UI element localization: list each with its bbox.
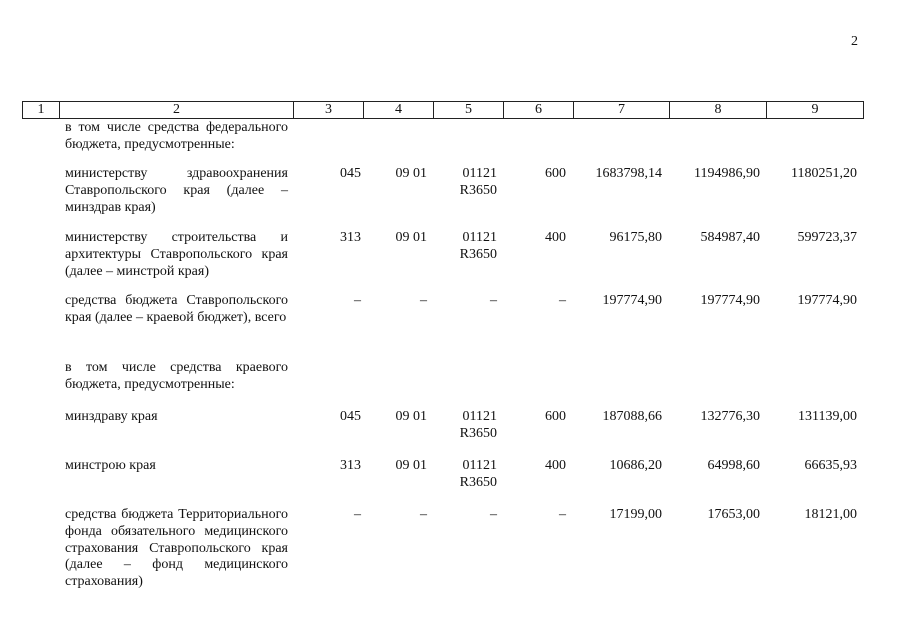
column-header: 7 xyxy=(574,102,670,119)
program-cell xyxy=(433,166,497,200)
column-header: 5 xyxy=(434,102,504,119)
amount-cell: 197774,90 xyxy=(602,293,662,308)
column-header: 6 xyxy=(504,102,574,119)
amount-cell: 18121,00 xyxy=(804,507,857,522)
row-description: в том числе средства федерального бюджета, предусмотренные: xyxy=(65,120,288,152)
program-code-part: R3650 xyxy=(459,182,497,198)
code-cell: 045 xyxy=(340,166,361,181)
type-cell: 400 xyxy=(545,230,566,245)
column-header: 4 xyxy=(364,102,434,119)
program-cell xyxy=(433,507,497,524)
section-cell: – xyxy=(420,507,427,522)
column-header: 9 xyxy=(767,102,864,119)
row-description: минздраву края xyxy=(65,409,158,424)
amount-cell: 96175,80 xyxy=(609,230,662,245)
amount-cell: 1194986,90 xyxy=(694,166,760,181)
column-header-table xyxy=(22,101,864,119)
program-cell xyxy=(433,230,497,264)
program-code-part: 01121 xyxy=(462,166,497,181)
code-cell: 313 xyxy=(340,458,361,473)
code-cell: – xyxy=(354,293,361,308)
amount-cell: 197774,90 xyxy=(797,293,857,308)
amount-cell: 584987,40 xyxy=(700,230,760,245)
type-cell: 600 xyxy=(545,166,566,181)
section-cell: 09 01 xyxy=(395,409,427,424)
type-cell: – xyxy=(559,293,566,308)
program-code-part: 01121 xyxy=(462,409,497,424)
amount-cell: 66635,93 xyxy=(804,458,857,473)
program-code-part: – xyxy=(490,507,497,522)
amount-cell: 1683798,14 xyxy=(595,166,662,181)
column-header-row xyxy=(23,102,864,119)
program-code-part: 01121 xyxy=(462,230,497,245)
program-code-part: R3650 xyxy=(459,425,497,441)
type-cell: – xyxy=(559,507,566,522)
amount-cell: 187088,66 xyxy=(602,409,662,424)
row-description: средства бюджета Ставропольского края (далее – краевой бюджет), всего xyxy=(65,293,288,325)
row-description: минстрою края xyxy=(65,458,156,473)
code-cell: – xyxy=(354,507,361,522)
column-header: 2 xyxy=(60,102,294,119)
amount-cell: 131139,00 xyxy=(798,409,857,424)
program-code-part: – xyxy=(490,293,497,308)
program-cell xyxy=(433,458,497,492)
section-cell: – xyxy=(420,293,427,308)
column-header: 8 xyxy=(670,102,767,119)
amount-cell: 197774,90 xyxy=(700,293,760,308)
program-code-part: R3650 xyxy=(459,246,497,262)
code-cell: 313 xyxy=(340,230,361,245)
type-cell: 400 xyxy=(545,458,566,473)
program-cell xyxy=(433,293,497,310)
row-description: министерству строительства и архитектуры Ставропольского края (далее – минстрой края) xyxy=(65,230,288,279)
type-cell: 600 xyxy=(545,409,566,424)
row-description: министерству здравоохранения Ставропольского края (далее – минздрав края) xyxy=(65,166,288,215)
row-description: в том числе средства краевого бюджета, предусмотренные: xyxy=(65,360,288,392)
amount-cell: 1180251,20 xyxy=(791,166,857,181)
code-cell: 045 xyxy=(340,409,361,424)
program-code-part: 01121 xyxy=(462,458,497,473)
column-header: 1 xyxy=(23,102,60,119)
amount-cell: 10686,20 xyxy=(609,458,662,473)
amount-cell: 132776,30 xyxy=(700,409,760,424)
row-description: средства бюджета Территориального фонда обязательного медицинского страхования Ставропольского края (далее – фонд медицинского страхования) xyxy=(65,507,288,590)
column-header: 3 xyxy=(294,102,364,119)
amount-cell: 17199,00 xyxy=(609,507,662,522)
program-code-part: R3650 xyxy=(459,474,497,490)
amount-cell: 599723,37 xyxy=(797,230,857,245)
amount-cell: 64998,60 xyxy=(707,458,760,473)
program-cell xyxy=(433,409,497,443)
section-cell: 09 01 xyxy=(395,230,427,245)
amount-cell: 17653,00 xyxy=(707,507,760,522)
page-number: 2 xyxy=(851,34,858,49)
section-cell: 09 01 xyxy=(395,458,427,473)
section-cell: 09 01 xyxy=(395,166,427,181)
